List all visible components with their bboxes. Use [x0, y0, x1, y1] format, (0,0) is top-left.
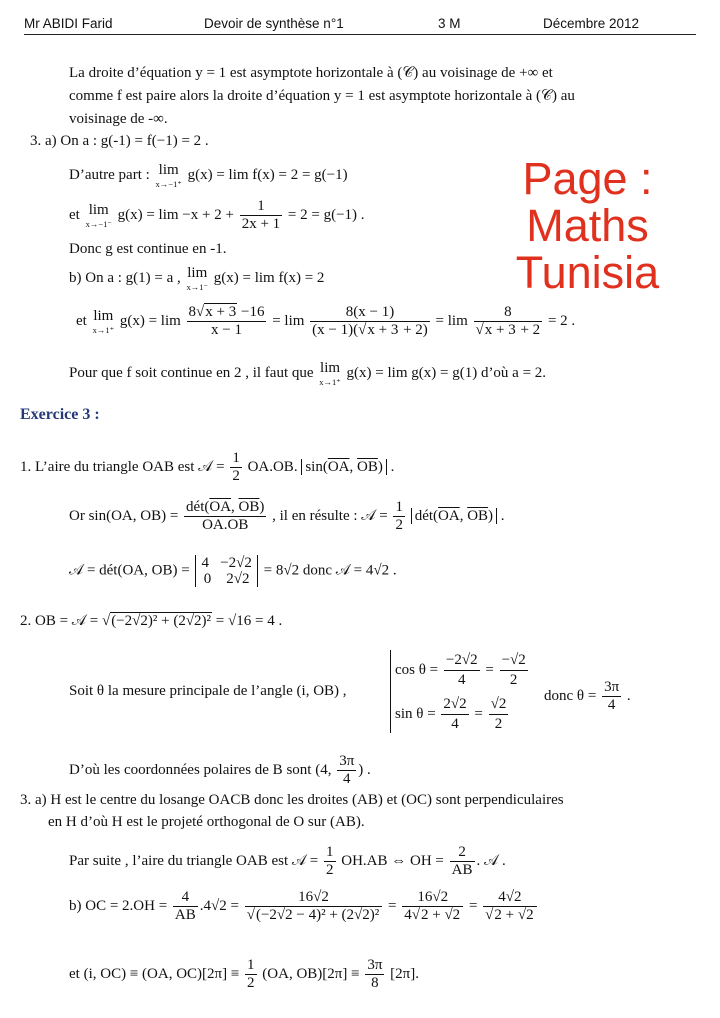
- ex3-et-last-line: [69, 958, 419, 991]
- system-cos-sin: [390, 650, 530, 733]
- q3-autre-rest: g(x) = lim f(x) = 2 = g(−1): [187, 167, 348, 184]
- ex3-parsuite-line: Par suite , l’aire du triangle OAB est 𝒜 = $\frac{1}{2}$ OH.AB ⇔ OH = $\frac{2}{AB}$ . 𝒜 .: [69, 844, 506, 878]
- sin-label: sin θ =: [395, 705, 436, 722]
- ex3-q2-line: 2. OB = 𝒜 = √(−2√2)² + (2√2)² = √16 = 4 .: [20, 613, 283, 629]
- sin-line: sin θ = $\frac{2√2}{4}$ = $\frac{√2}{2}$: [395, 695, 507, 732]
- ex3-q1-rest: OA.OB.: [247, 458, 298, 475]
- determinant-matrix: 4 −2√2 0 2√2: [195, 555, 257, 587]
- fraction-16sqrt2-long: $\frac{16√2}{\text{√(−2√2 − 4)² + (2√2)²}}$: [245, 890, 383, 923]
- donc-theta: donc θ = $\frac{3\pi}{4}$ .: [544, 679, 631, 713]
- page-header: [24, 14, 696, 35]
- q3-et-b-rest: g(x) = lim: [119, 312, 181, 329]
- limit-left-minus1: lim x→−1⁺: [155, 162, 182, 189]
- q3-pour-rest: g(x) = lim g(x) = g(1) d’où a = 2.: [346, 365, 547, 382]
- ex3-q2-rest: = √16 = 4 .: [215, 613, 283, 629]
- header-date: Décembre 2012: [543, 16, 640, 31]
- fraction-4sqrt2: $\frac{4√2}{√2 + √2}$: [483, 890, 536, 923]
- fraction-4-ab: $\frac{4}{AB}$: [174, 889, 196, 923]
- ex3-et-last-tail: [2π].: [390, 965, 419, 982]
- header-title: Devoir de synthèse n°1: [204, 16, 344, 31]
- ex3-or-rest: , il en résulte : 𝒜 =: [272, 507, 388, 524]
- ex3-q2-label: 2. OB = 𝒜 =: [20, 613, 99, 629]
- limit-1-left: lim x→1⁻: [186, 265, 209, 292]
- fraction-one-half: $\frac{1}{2}$: [232, 450, 240, 484]
- q3-pour-label: Pour que f soit continue en 2 , il faut que: [69, 365, 314, 382]
- limit-pour: lim x→1⁺: [319, 360, 341, 387]
- ex3-et-last-rest: (OA, OB)[2π] ≡: [262, 965, 360, 982]
- ex3-or-label: Or sin(OA, OB) =: [69, 507, 179, 524]
- ex3-a-label: 𝒜 = dét(OA, OB) =: [69, 562, 190, 579]
- exercise-3-title: Exercice 3 :: [20, 406, 100, 423]
- fraction-3pi-4: $\frac{3\pi}{4}$: [604, 679, 620, 713]
- cos-line: cos θ = $\frac{-2√2}{4}$ = $\frac{-√2}{2}$: [395, 652, 526, 689]
- q3-b-line: [69, 266, 324, 292]
- q3-et-rest: g(x) = lim −x + 2 +: [117, 206, 234, 223]
- ex3-q1-line: 1. L’aire du triangle OAB est 𝒜 = $\frac{1}{2}$ OA.OB. $\sin(\overline{OA}$, $\overline{OB}$) .: [20, 450, 395, 484]
- q3-et-b-tail: = 2 .: [547, 312, 576, 329]
- abs-det: $dét(\overline{OA}$, $\overline{OB}$): [411, 508, 497, 524]
- ex3-parsuite-label: Par suite , l’aire du triangle OAB est 𝒜 =: [69, 852, 319, 869]
- fraction-1-over-2x1: $\frac{1}{2x + 1}$: [241, 198, 281, 232]
- q3-et-tail: = 2 = g(−1) .: [287, 206, 365, 223]
- intro-line-2: comme f est paire alors la droite d’équation y = 1 est asymptote horizontale à (𝒞) au: [69, 88, 575, 104]
- q3-pour-line: [69, 361, 546, 387]
- watermark: [455, 155, 720, 296]
- fraction-half-3: $\frac{1}{2}$: [326, 844, 334, 878]
- ex3-dou-line: D’où les coordonnées polaires de B sont (4, $\frac{3\pi}{4}$ ) .: [69, 753, 371, 787]
- fraction-sin-1: $\frac{2√2}{4}$: [443, 695, 467, 732]
- fraction-8-sqrt: $\frac{8}{√x + 3 + 2}$: [475, 304, 541, 338]
- q3-autre-line: [69, 163, 348, 189]
- limit-1-right: lim x→1⁺: [92, 307, 115, 335]
- watermark-line1: Page : Maths: [522, 153, 653, 251]
- header-author: Mr ABIDI Farid: [24, 16, 113, 31]
- intro-line-3: voisinage de -∞.: [69, 111, 168, 127]
- ex3-q1-label: 1. L’aire du triangle OAB est 𝒜 =: [20, 458, 225, 475]
- ex3-or-line: Or sin(OA, OB) = $\frac{dét(\overline{OA}, \overline{OB})}{OA.OB}$ , il en résulte : 𝒜 = $\frac{1}{2}$ $dét(\overline{OA}$, $\overline{OB}$) .: [69, 499, 505, 533]
- fraction-sqrt-x3: $\frac{8√x + 3 -16}{x - 1}$: [188, 304, 265, 338]
- ex3-q3a-line: 3. a) H est le centre du losange OACB donc les droites (AB) et (OC) sont perpendiculaires: [20, 792, 564, 808]
- fraction-cos-1: $\frac{-2√2}{4}$: [445, 652, 478, 689]
- cos-label: cos θ =: [395, 662, 439, 679]
- system-brace: [390, 650, 530, 733]
- ex3-parsuite-rest: OH.AB ⇔ OH =: [341, 852, 444, 869]
- ex3-soit-line: Soit θ la mesure principale de l’angle (i, OB) ,: [69, 683, 347, 699]
- fraction-2-ab: $\frac{2}{AB}$: [451, 844, 473, 878]
- q3-autre-label: D’autre part :: [69, 167, 150, 184]
- q3-donc-line: Donc g est continue en -1.: [69, 241, 227, 257]
- donc-theta-label: donc θ =: [544, 687, 597, 704]
- ex3-q3a-line2: en H d’où H est le projeté orthogonal de O sur (AB).: [48, 814, 365, 830]
- fraction-sin-2: $\frac{√2}{2}$: [490, 695, 507, 732]
- fraction-half-4: $\frac{1}{2}$: [247, 957, 255, 991]
- fraction-one-half-2: $\frac{1}{2}$: [395, 499, 403, 533]
- ex3-dou-label: D’où les coordonnées polaires de B sont: [69, 761, 312, 778]
- ex3-q3b-line: b) OC = 2.OH = $\frac{4}{AB}$ .4√2 = $\frac{16√2}{\text{√(−2√2 − 4)² + (2√2)²}}$ = $\frac{16√2}{4√2 + √2}$ = $\frac{4√2}{√2 + √2}$: [69, 890, 539, 923]
- q3-b-label: b) On a : g(1) = a ,: [69, 270, 181, 287]
- fraction-polar: $\frac{3\pi}{4}$: [339, 753, 355, 787]
- fraction-3pi-8: $\frac{3\pi}{8}$: [367, 957, 383, 991]
- fraction-8-x1: $\frac{8(x - 1)}{(x - 1)(√x + 3 + 2)}$: [312, 304, 428, 338]
- limit-minus1-left: lim x→−1⁻: [85, 201, 112, 229]
- watermark-line2: Tunisia: [515, 247, 660, 298]
- fraction-det-over-oaob: $\frac{dét(\overline{OA}, \overline{OB})}{OA.OB}$: [186, 499, 265, 533]
- q3-et-line: et lim x→−1⁻ g(x) = lim −x + 2 + $\frac{1}{2x + 1}$ = 2 = g(−1) .: [69, 198, 365, 232]
- intro-line-1: La droite d’équation y = 1 est asymptote horizontale à (𝒞) au voisinage de +∞ et: [69, 65, 553, 81]
- ex3-q3b-label: b) OC = 2.OH =: [69, 897, 168, 914]
- q3-b-rest: g(x) = lim f(x) = 2: [213, 270, 325, 287]
- ex3-a-line: [69, 555, 397, 587]
- header-class: 3 M: [438, 16, 461, 31]
- fraction-cos-2: $\frac{-√2}{2}$: [501, 652, 526, 689]
- ex3-a-rest: = 8√2 donc 𝒜 = 4√2 .: [263, 562, 397, 579]
- fraction-16sqrt2-short: $\frac{16√2}{4√2 + √2}$: [402, 890, 463, 923]
- q3-et-b-line: et lim x→1⁺ g(x) = lim $\frac{8√x + 3 -16}{x - 1}$ = lim $\frac{8(x - 1)}{(x - 1)(√x + 3 + 2)}$ = lim $\frac{8}{√x + 3 + 2}$ = 2 .: [76, 304, 576, 338]
- abs-sin: $\sin(\overline{OA}$, $\overline{OB}$): [301, 459, 387, 475]
- ex3-et-last-label: et (i, OC) ≡ (OA, OC)[2π] ≡: [69, 965, 240, 982]
- q3-a-line: 3. a) On a : g(-1) = f(−1) = 2 .: [30, 133, 209, 149]
